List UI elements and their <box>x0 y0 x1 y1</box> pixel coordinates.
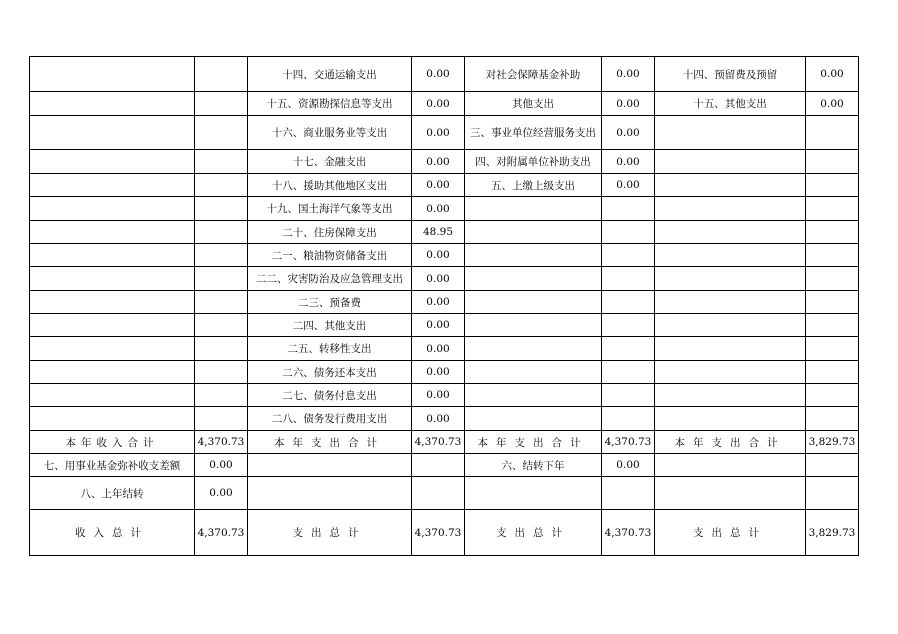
expense-value-cell: 0.00 <box>412 267 465 291</box>
expense-value-cell-3 <box>806 384 859 407</box>
income-value-cell <box>195 314 248 337</box>
expense-item-cell-2 <box>465 291 602 314</box>
expense-value-cell-3 <box>806 244 859 267</box>
expense-item-cell-3 <box>655 337 806 361</box>
expense-item-cell-3 <box>655 267 806 291</box>
empty-cell <box>248 477 412 510</box>
grand-expense-total-value-3: 3,829.73 <box>806 510 859 556</box>
table-row <box>30 314 859 337</box>
expense-value-cell-3: 0.00 <box>806 92 859 116</box>
empty-cell <box>655 454 806 477</box>
expense-item-cell-2 <box>465 267 602 291</box>
income-item-cell <box>30 116 195 150</box>
expense-item-cell: 二六、债务还本支出 <box>248 361 412 384</box>
income-value-cell <box>195 150 248 174</box>
year-total-row <box>30 431 859 454</box>
expense-value-cell-2 <box>602 361 655 384</box>
table-row <box>30 291 859 314</box>
year-income-total-value: 4,370.73 <box>195 431 248 454</box>
expense-item-cell-3 <box>655 244 806 267</box>
income-item-cell <box>30 337 195 361</box>
expense-value-cell: 0.00 <box>412 116 465 150</box>
expense-item-cell-2: 其他支出 <box>465 92 602 116</box>
expense-item-cell-3 <box>655 314 806 337</box>
expense-value-cell-3 <box>806 361 859 384</box>
table-row <box>30 384 859 407</box>
grand-expense-total-label-2: 支出总计 <box>465 510 602 556</box>
expense-item-cell-2 <box>465 244 602 267</box>
expense-value-cell-3 <box>806 314 859 337</box>
income-value-cell <box>195 291 248 314</box>
grand-total-row <box>30 510 859 556</box>
income-value-cell <box>195 57 248 92</box>
prev-year-row <box>30 477 859 510</box>
income-item-cell <box>30 221 195 244</box>
expense-item-cell: 十六、商业服务业等支出 <box>248 116 412 150</box>
expense-item-cell-2 <box>465 197 602 221</box>
grand-expense-total-value-2: 4,370.73 <box>602 510 655 556</box>
empty-cell <box>465 477 602 510</box>
table-row <box>30 116 859 150</box>
expense-value-cell-3 <box>806 174 859 197</box>
table-row <box>30 92 859 116</box>
table-row <box>30 150 859 174</box>
expense-value-cell: 0.00 <box>412 384 465 407</box>
grand-income-total-value: 4,370.73 <box>195 510 248 556</box>
expense-item-cell-3 <box>655 407 806 431</box>
expense-item-cell-2: 三、事业单位经营服务支出 <box>465 116 602 150</box>
grand-expense-total-value: 4,370.73 <box>412 510 465 556</box>
expense-item-cell-2: 五、上缴上级支出 <box>465 174 602 197</box>
empty-cell <box>806 477 859 510</box>
year-expense-total-label: 本年支出合计 <box>248 431 412 454</box>
expense-value-cell-2 <box>602 407 655 431</box>
table-row <box>30 267 859 291</box>
table-row <box>30 174 859 197</box>
expense-value-cell: 0.00 <box>412 244 465 267</box>
year-expense-total-label-2: 本年支出合计 <box>465 431 602 454</box>
expense-item-cell: 二八、债务发行费用支出 <box>248 407 412 431</box>
income-value-cell <box>195 92 248 116</box>
grand-income-total-label: 收入总计 <box>30 510 195 556</box>
income-value-cell <box>195 267 248 291</box>
expense-item-cell-3 <box>655 197 806 221</box>
income-item-cell <box>30 244 195 267</box>
expense-value-cell: 48.95 <box>412 221 465 244</box>
fund-row <box>30 454 859 477</box>
expense-item-cell: 十五、资源勘探信息等支出 <box>248 92 412 116</box>
income-value-cell <box>195 197 248 221</box>
expense-item-cell-3 <box>655 174 806 197</box>
income-value-cell <box>195 361 248 384</box>
income-item-cell <box>30 407 195 431</box>
expense-value-cell: 0.00 <box>412 337 465 361</box>
budget-table <box>29 56 859 556</box>
expense-item-cell-2: 四、对附属单位补助支出 <box>465 150 602 174</box>
expense-item-cell-2: 对社会保障基金补助 <box>465 57 602 92</box>
expense-item-cell-2 <box>465 407 602 431</box>
empty-cell <box>412 454 465 477</box>
income-item-cell <box>30 150 195 174</box>
expense-value-cell-2 <box>602 244 655 267</box>
expense-value-cell: 0.00 <box>412 291 465 314</box>
income-value-cell <box>195 407 248 431</box>
empty-cell <box>412 477 465 510</box>
expense-item-cell: 二一、粮油物资储备支出 <box>248 244 412 267</box>
expense-value-cell: 0.00 <box>412 92 465 116</box>
expense-item-cell: 十八、援助其他地区支出 <box>248 174 412 197</box>
income-value-cell <box>195 244 248 267</box>
expense-value-cell-2: 0.00 <box>602 150 655 174</box>
expense-value-cell-3 <box>806 407 859 431</box>
empty-cell <box>655 477 806 510</box>
income-item-cell <box>30 291 195 314</box>
expense-item-cell-2 <box>465 361 602 384</box>
expense-item-cell-3 <box>655 221 806 244</box>
expense-value-cell: 0.00 <box>412 174 465 197</box>
expense-value-cell: 0.00 <box>412 150 465 174</box>
expense-item-cell: 二十、住房保障支出 <box>248 221 412 244</box>
fund-deficit-value: 0.00 <box>195 454 248 477</box>
expense-value-cell-2: 0.00 <box>602 174 655 197</box>
table-row <box>30 197 859 221</box>
expense-value-cell-2 <box>602 384 655 407</box>
income-item-cell <box>30 174 195 197</box>
year-income-total-label: 本年收入合计 <box>30 431 195 454</box>
expense-item-cell-3: 十四、预留费及预留 <box>655 57 806 92</box>
carry-forward-value: 0.00 <box>602 454 655 477</box>
year-expense-total-value: 4,370.73 <box>412 431 465 454</box>
expense-value-cell-2 <box>602 314 655 337</box>
expense-value-cell-2 <box>602 291 655 314</box>
expense-value-cell-3 <box>806 150 859 174</box>
expense-value-cell-3: 0.00 <box>806 57 859 92</box>
expense-value-cell-3 <box>806 197 859 221</box>
expense-item-cell-2 <box>465 221 602 244</box>
expense-item-cell: 二四、其他支出 <box>248 314 412 337</box>
income-item-cell <box>30 384 195 407</box>
expense-value-cell: 0.00 <box>412 314 465 337</box>
expense-item-cell-2 <box>465 337 602 361</box>
fund-deficit-label: 七、用事业基金弥补收支差额 <box>30 454 195 477</box>
income-value-cell <box>195 337 248 361</box>
expense-value-cell: 0.00 <box>412 57 465 92</box>
expense-value-cell: 0.00 <box>412 361 465 384</box>
expense-item-cell-2 <box>465 384 602 407</box>
expense-value-cell-3 <box>806 267 859 291</box>
table-row <box>30 407 859 431</box>
expense-item-cell: 十七、金融支出 <box>248 150 412 174</box>
expense-value-cell-2: 0.00 <box>602 57 655 92</box>
expense-value-cell-3 <box>806 116 859 150</box>
income-value-cell <box>195 221 248 244</box>
expense-item-cell: 十四、交通运输支出 <box>248 57 412 92</box>
expense-value-cell-3 <box>806 337 859 361</box>
income-value-cell <box>195 174 248 197</box>
expense-value-cell-3 <box>806 291 859 314</box>
expense-item-cell-3: 十五、其他支出 <box>655 92 806 116</box>
expense-value-cell-3 <box>806 221 859 244</box>
table-row <box>30 244 859 267</box>
expense-item-cell: 二二、灾害防治及应急管理支出 <box>248 267 412 291</box>
income-item-cell <box>30 361 195 384</box>
prev-year-carry-label: 八、上年结转 <box>30 477 195 510</box>
income-item-cell <box>30 92 195 116</box>
expense-item-cell: 二七、债务付息支出 <box>248 384 412 407</box>
income-item-cell <box>30 267 195 291</box>
expense-item-cell-2 <box>465 314 602 337</box>
expense-item-cell-3 <box>655 291 806 314</box>
expense-value-cell-2: 0.00 <box>602 116 655 150</box>
year-expense-total-value-3: 3,829.73 <box>806 431 859 454</box>
empty-cell <box>602 477 655 510</box>
empty-cell <box>806 454 859 477</box>
expense-value-cell-2 <box>602 197 655 221</box>
expense-item-cell-3 <box>655 361 806 384</box>
expense-item-cell-3 <box>655 150 806 174</box>
table-row <box>30 57 859 92</box>
expense-item-cell: 十九、国土海洋气象等支出 <box>248 197 412 221</box>
expense-item-cell: 二五、转移性支出 <box>248 337 412 361</box>
income-item-cell <box>30 314 195 337</box>
expense-value-cell: 0.00 <box>412 197 465 221</box>
grand-expense-total-label-3: 支出总计 <box>655 510 806 556</box>
empty-cell <box>248 454 412 477</box>
expense-value-cell-2 <box>602 337 655 361</box>
grand-expense-total-label: 支出总计 <box>248 510 412 556</box>
year-expense-total-label-3: 本年支出合计 <box>655 431 806 454</box>
expense-value-cell-2: 0.00 <box>602 92 655 116</box>
table-row <box>30 361 859 384</box>
table-body <box>30 57 859 556</box>
income-value-cell <box>195 116 248 150</box>
income-item-cell <box>30 57 195 92</box>
year-expense-total-value-2: 4,370.73 <box>602 431 655 454</box>
expense-value-cell: 0.00 <box>412 407 465 431</box>
expense-item-cell-3 <box>655 116 806 150</box>
income-value-cell <box>195 384 248 407</box>
table-row <box>30 221 859 244</box>
carry-forward-label: 六、结转下年 <box>465 454 602 477</box>
prev-year-carry-value: 0.00 <box>195 477 248 510</box>
income-item-cell <box>30 197 195 221</box>
expense-value-cell-2 <box>602 267 655 291</box>
expense-value-cell-2 <box>602 221 655 244</box>
expense-item-cell-3 <box>655 384 806 407</box>
expense-item-cell: 二三、预备费 <box>248 291 412 314</box>
table-row <box>30 337 859 361</box>
